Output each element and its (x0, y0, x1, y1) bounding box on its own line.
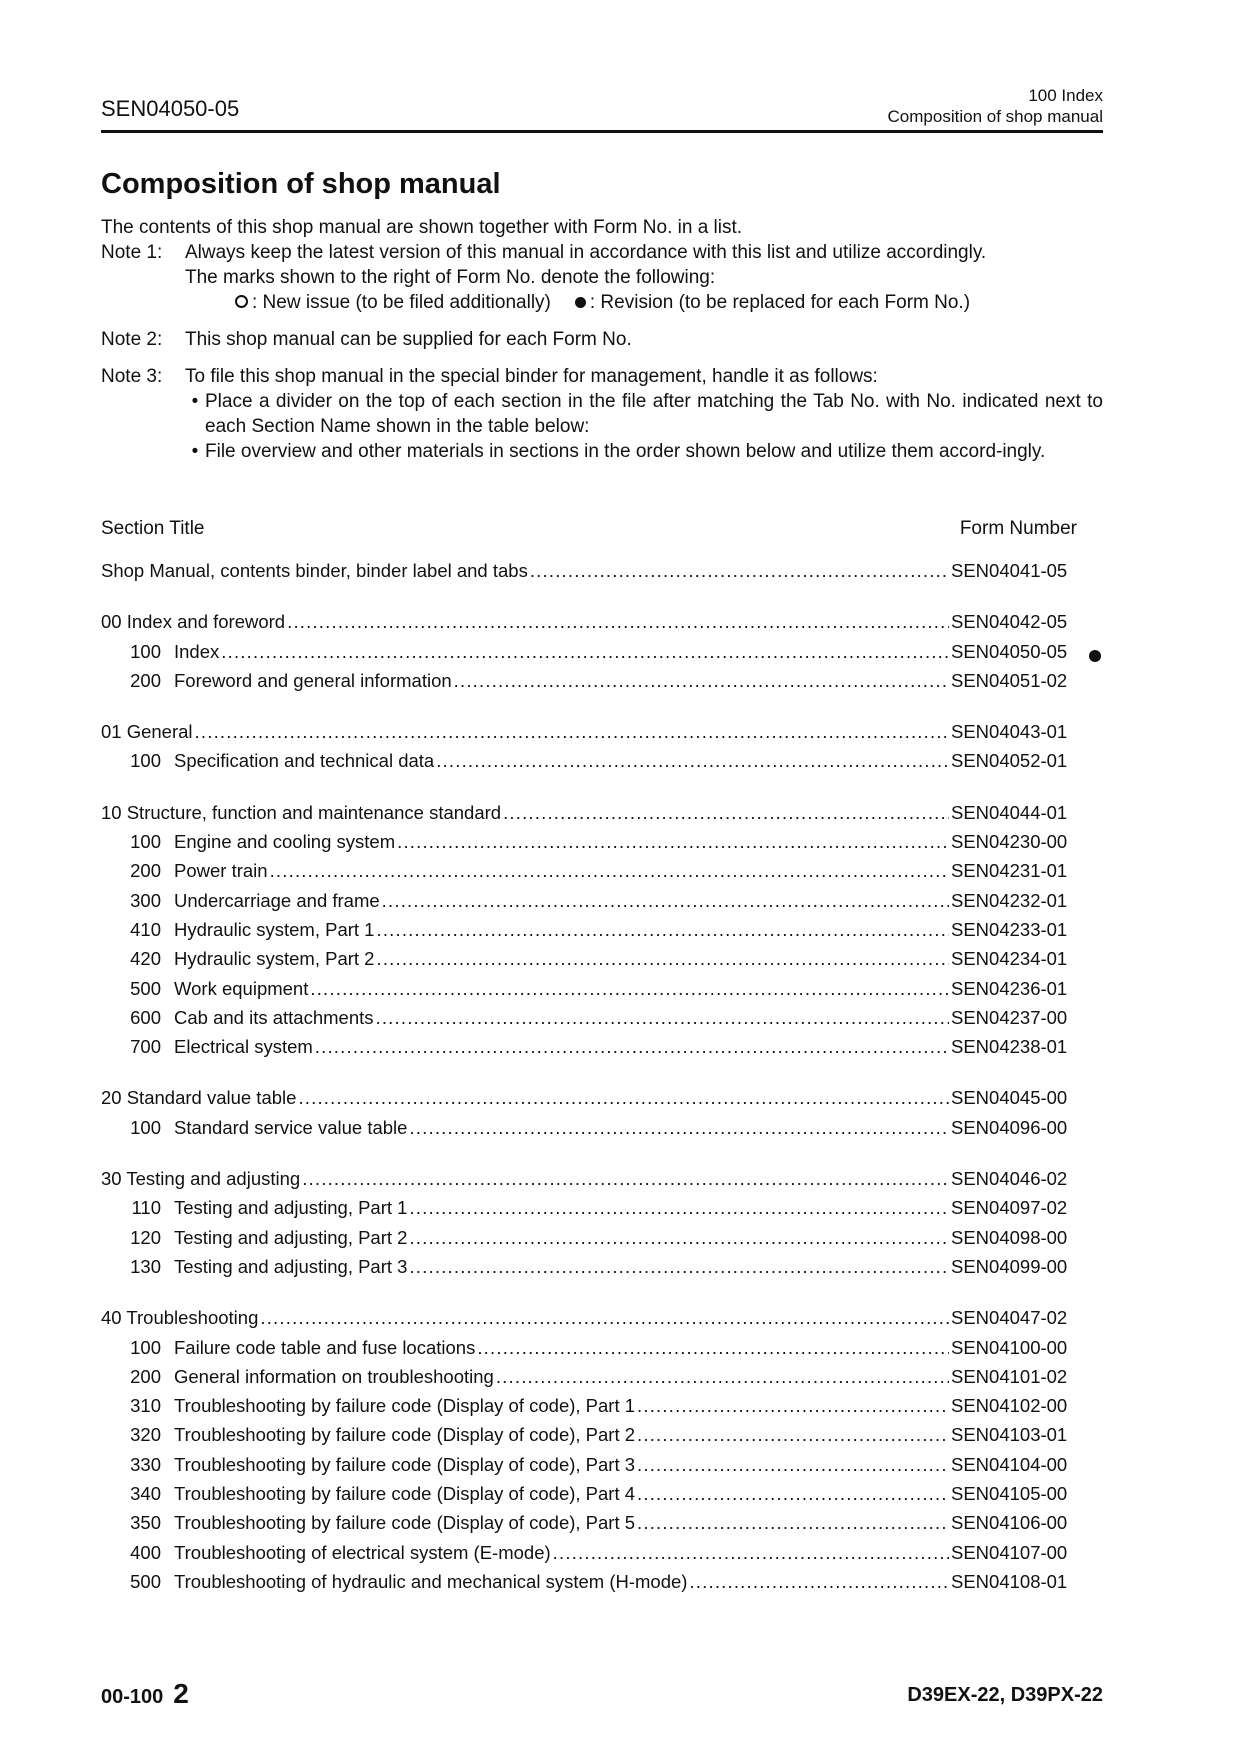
toc-label: Index (174, 640, 220, 662)
toc-label: Hydraulic system, Part 1 (174, 918, 375, 940)
toc-code: 320 (130, 1424, 161, 1446)
running-header (888, 85, 1103, 127)
dot-leader (409, 1256, 949, 1278)
dot-leader (530, 560, 949, 582)
toc-group (101, 802, 1103, 1066)
toc-row (101, 1366, 1103, 1395)
toc-label: 40 Troubleshooting (101, 1307, 259, 1329)
toc-row (101, 890, 1103, 919)
header-rule (101, 130, 1103, 133)
bullet-2-text: File overview and other materials in sections in the order shown below and utilize them accord-ingly. (205, 441, 1046, 462)
mark-new-text: : New issue (to be filed additionally) (252, 292, 551, 313)
toc-row (101, 1168, 1103, 1197)
toc-form-number: SEN04102-00 (951, 1395, 1068, 1417)
toc-code: 500 (130, 1570, 161, 1592)
toc-label: Shop Manual, contents binder, binder label and tabs (101, 560, 528, 581)
toc-label: Foreword and general information (174, 669, 452, 691)
toc-code: 350 (130, 1512, 161, 1534)
note-2 (101, 327, 1103, 352)
toc-row (101, 641, 1103, 670)
toc-code: 100 (130, 1116, 161, 1138)
dot-leader (195, 721, 949, 743)
mark-rev-text: : Revision (to be replaced for each Form No.) (589, 292, 971, 313)
note-3 (101, 364, 1103, 464)
toc-label: General information on troubleshooting (174, 1365, 494, 1387)
dot-leader (409, 1227, 949, 1249)
contents-table (101, 560, 1103, 1622)
dot-leader (637, 1512, 949, 1534)
intro-lead: The contents of this shop manual are shown together with Form No. in a list. (101, 217, 743, 238)
toc-code: 100 (130, 1336, 161, 1358)
toc-row (101, 860, 1103, 889)
toc-row (101, 1227, 1103, 1256)
toc-code: 100 (130, 750, 161, 772)
toc-code: 500 (130, 977, 161, 999)
dot-leader (310, 978, 949, 1000)
toc-form-number: SEN04052-01 (951, 750, 1068, 772)
dot-leader (496, 1366, 949, 1388)
toc-code: 700 (130, 1036, 161, 1058)
toc-form-number: SEN04108-01 (951, 1570, 1068, 1592)
toc-row (101, 1256, 1103, 1285)
toc-row (101, 1424, 1103, 1453)
toc-row (101, 1512, 1103, 1541)
toc-row (101, 1454, 1103, 1483)
toc-form-number: SEN04231-01 (951, 860, 1068, 882)
toc-form-number: SEN04050-05 (951, 640, 1068, 662)
toc-form-number: SEN04105-00 (951, 1483, 1068, 1505)
toc-code: 100 (130, 640, 161, 662)
dot-leader (382, 890, 949, 912)
toc-form-number: SEN04044-01 (951, 801, 1068, 823)
toc-form-number: SEN04106-00 (951, 1512, 1068, 1534)
intro-notes (101, 215, 1103, 464)
toc-label: Testing and adjusting, Part 3 (174, 1255, 408, 1277)
dot-leader (302, 1168, 949, 1190)
doc-number: SEN04050-05 (101, 96, 240, 121)
toc-label: Troubleshooting by failure code (Display of code), Part 3 (174, 1453, 636, 1475)
footer-page-number: 2 (173, 1678, 189, 1709)
toc-form-number: SEN04237-00 (951, 1006, 1068, 1028)
toc-row (101, 1197, 1103, 1226)
toc-label: Testing and adjusting, Part 2 (174, 1226, 408, 1248)
toc-code: 130 (130, 1255, 161, 1277)
toc-group (101, 721, 1103, 780)
toc-form-number: SEN04101-02 (951, 1365, 1068, 1387)
dot-leader (637, 1483, 949, 1505)
toc-row (101, 948, 1103, 977)
toc-label: 00 Index and foreword (101, 611, 286, 633)
toc-label: Engine and cooling system (174, 831, 396, 853)
toc-label: Troubleshooting of electrical system (E-mode) (174, 1541, 551, 1563)
toc-group (101, 1307, 1103, 1600)
dot-leader (637, 1454, 949, 1476)
new-issue-mark-icon (235, 295, 248, 308)
toc-form-number: SEN04051-02 (951, 669, 1068, 691)
toc-form-number: SEN04099-00 (951, 1255, 1068, 1277)
toc-row (101, 1395, 1103, 1424)
mark-legend (185, 290, 1103, 315)
note-3-bullet-1: • Place a divider on the top of each section in the file after matching the Tab No. with No. indicated next to each Section Name shown in the table below: (191, 391, 1103, 437)
toc-label: Troubleshooting by failure code (Display of code), Part 5 (174, 1512, 636, 1534)
header-section: 100 Index (1028, 86, 1103, 105)
toc-form-number: SEN04238-01 (951, 1036, 1068, 1058)
toc-form-number: SEN04236-01 (951, 977, 1068, 999)
toc-code: 200 (130, 1365, 161, 1387)
toc-label: Hydraulic system, Part 2 (174, 948, 375, 970)
dot-leader (376, 948, 949, 970)
toc-row (101, 750, 1103, 779)
note-3-text: To file this shop manual in the special binder for management, handle it as follows: (185, 366, 878, 387)
toc-label: Troubleshooting by failure code (Display of code), Part 1 (174, 1395, 636, 1417)
toc-label: Power train (174, 860, 268, 882)
toc-code: 200 (130, 860, 161, 882)
toc-row (101, 978, 1103, 1007)
toc-label: Troubleshooting of hydraulic and mechanical system (H-mode) (174, 1570, 688, 1592)
footer-page-ref: 00-100 (101, 1686, 164, 1708)
note-2-text: This shop manual can be supplied for each Form No. (185, 329, 632, 350)
toc-group (101, 1168, 1103, 1285)
toc-row (101, 919, 1103, 948)
toc-form-number: SEN04045-00 (951, 1087, 1068, 1109)
toc-form-number: SEN04097-02 (951, 1197, 1068, 1219)
note-1-line1: Always keep the latest version of this manual in accordance with this list and utilize accordingly. (185, 242, 987, 263)
page-title: Composition of shop manual (101, 168, 501, 200)
toc-row (101, 1036, 1103, 1065)
toc-group (101, 611, 1103, 699)
toc-form-number: SEN04230-00 (951, 831, 1068, 853)
header-subsection: Composition of shop manual (887, 107, 1103, 126)
toc-label: Troubleshooting by failure code (Display of code), Part 2 (174, 1424, 636, 1446)
dot-leader (397, 831, 949, 853)
toc-row (101, 721, 1103, 750)
toc-code: 100 (130, 831, 161, 853)
note-3-label: Note 3: (101, 366, 163, 387)
dot-leader (298, 1087, 949, 1109)
toc-code: 600 (130, 1006, 161, 1028)
toc-form-number: SEN04100-00 (951, 1336, 1068, 1358)
note-1-line2: The marks shown to the right of Form No. denote the following: (185, 267, 716, 288)
toc-group (101, 1087, 1103, 1146)
toc-form-number: SEN04047-02 (951, 1307, 1068, 1329)
dot-leader (376, 919, 949, 941)
toc-code: 200 (130, 669, 161, 691)
note-2-label: Note 2: (101, 329, 163, 350)
dot-leader (477, 1337, 949, 1359)
dot-leader (553, 1542, 949, 1564)
toc-code: 120 (130, 1226, 161, 1248)
document-page (101, 0, 1103, 1754)
toc-form-number: SEN04107-00 (951, 1541, 1068, 1563)
column-header-form: Form Number (959, 518, 1077, 539)
footer-page (101, 1678, 189, 1710)
footer-models: D39EX-22, D39PX-22 (907, 1684, 1103, 1706)
dot-leader (436, 750, 949, 772)
toc-form-number: SEN04043-01 (951, 721, 1068, 743)
revision-mark-icon (1089, 650, 1101, 662)
toc-row (101, 1087, 1103, 1116)
dot-leader (270, 860, 949, 882)
dot-leader (637, 1424, 949, 1446)
toc-label: 20 Standard value table (101, 1087, 297, 1109)
toc-row (101, 670, 1103, 699)
toc-row (101, 802, 1103, 831)
toc-row (101, 1307, 1103, 1336)
toc-code: 420 (130, 948, 161, 970)
toc-code: 110 (131, 1197, 161, 1219)
toc-row (101, 611, 1103, 640)
toc-code: 310 (130, 1395, 161, 1417)
toc-label: Failure code table and fuse locations (174, 1336, 476, 1358)
toc-row (101, 1117, 1103, 1146)
toc-code: 340 (130, 1483, 161, 1505)
note-1 (101, 240, 1103, 315)
revision-mark-icon (575, 297, 586, 308)
toc-row (101, 1571, 1103, 1600)
bullet-1-text: Place a divider on the top of each section in the file after matching the Tab No. with No. indicated next to each Section Name shown in the table below: (205, 391, 1103, 437)
toc-label: Specification and technical data (174, 750, 435, 772)
toc-row (101, 1337, 1103, 1366)
toc-form-number: SEN04233-01 (951, 918, 1068, 940)
toc-form-number: SEN04096-00 (951, 1116, 1068, 1138)
toc-row (101, 560, 1103, 589)
toc-label: Standard service value table (174, 1116, 408, 1138)
note-3-bullet-2: • File overview and other materials in sections in the order shown below and utilize them accord-ingly. (185, 439, 1103, 464)
dot-leader (315, 1036, 949, 1058)
toc-label: Cab and its attachments (174, 1006, 374, 1028)
toc-label: Electrical system (174, 1036, 313, 1058)
dot-leader (637, 1395, 949, 1417)
dot-leader (689, 1571, 949, 1593)
toc-form-number: SEN04234-01 (951, 948, 1068, 970)
toc-label: Testing and adjusting, Part 1 (174, 1197, 408, 1219)
toc-form-number: SEN04103-01 (951, 1424, 1068, 1446)
toc-label: Work equipment (174, 977, 309, 999)
toc-group (101, 560, 1103, 589)
toc-label: Troubleshooting by failure code (Display of code), Part 4 (174, 1483, 636, 1505)
toc-label: Undercarriage and frame (174, 889, 380, 911)
dot-leader (454, 670, 949, 692)
toc-form-number: SEN04046-02 (951, 1168, 1068, 1190)
toc-form-number: SEN04104-00 (951, 1453, 1068, 1475)
dot-leader (287, 611, 949, 633)
toc-form-number: SEN04098-00 (951, 1226, 1068, 1248)
toc-code: 300 (130, 889, 161, 911)
toc-code: 330 (130, 1453, 161, 1475)
toc-row (101, 1007, 1103, 1036)
dot-leader (376, 1007, 950, 1029)
toc-label: 10 Structure, function and maintenance standard (101, 801, 502, 823)
toc-label: 01 General (101, 721, 193, 743)
dot-leader (409, 1117, 949, 1139)
dot-leader (409, 1197, 949, 1219)
toc-form-number: SEN04041-05 (951, 560, 1068, 581)
dot-leader (503, 802, 949, 824)
toc-code: 410 (130, 918, 161, 940)
toc-label: 30 Testing and adjusting (101, 1168, 301, 1190)
toc-row (101, 1483, 1103, 1512)
dot-leader (221, 641, 949, 663)
toc-row (101, 1542, 1103, 1571)
toc-form-number: SEN04042-05 (951, 611, 1068, 633)
dot-leader (260, 1307, 949, 1329)
toc-row (101, 831, 1103, 860)
note-1-label: Note 1: (101, 242, 163, 263)
toc-form-number: SEN04232-01 (951, 889, 1068, 911)
toc-code: 400 (130, 1541, 161, 1563)
column-header-section: Section Title (101, 518, 205, 539)
